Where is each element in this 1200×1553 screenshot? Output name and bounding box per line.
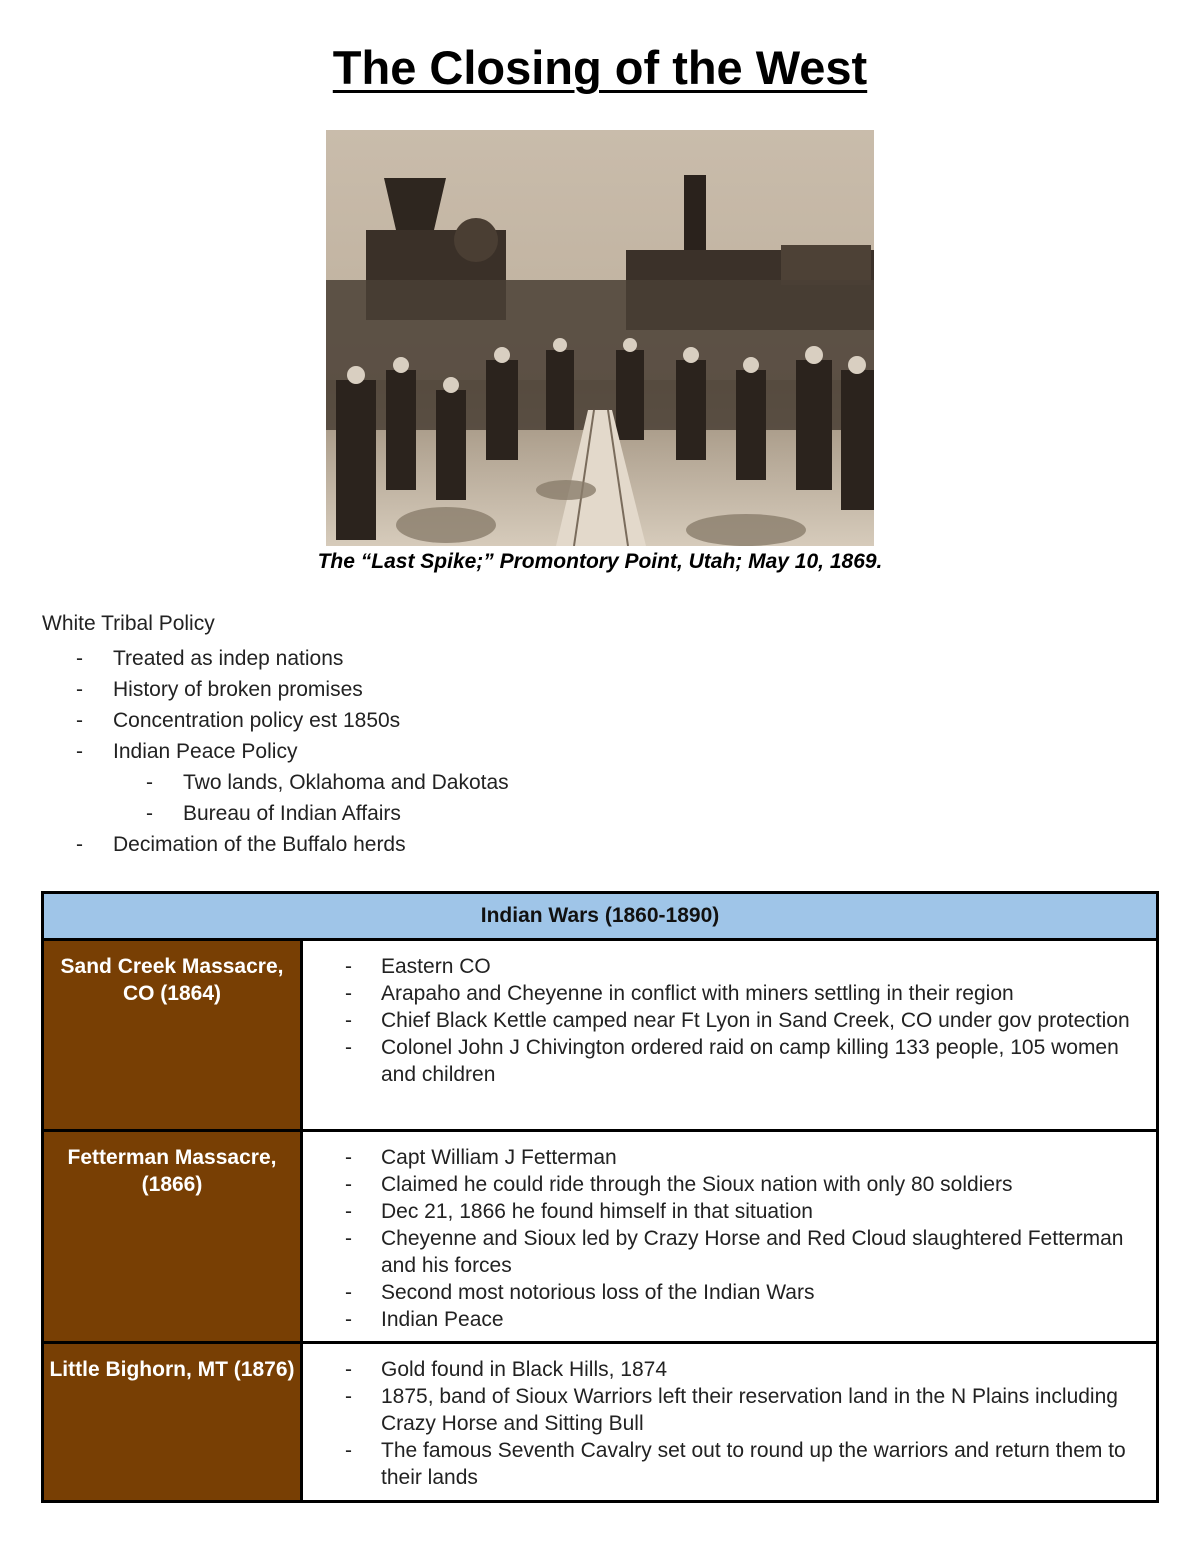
page-title: The Closing of the West	[332, 41, 868, 94]
list-item: - Cheyenne and Sioux led by Crazy Horse and Red Cloud slaughtered Fetterman and his forces	[303, 1225, 1136, 1279]
table-header: Indian Wars (1860-1890)	[43, 893, 1158, 940]
table-row	[43, 1343, 1158, 1502]
list-item: - Colonel John J Chivington ordered raid on camp killing 133 people, 105 women and children	[303, 1034, 1136, 1088]
photo-caption: The “Last Spike;” Promontory Point, Utah; May 10, 1869.	[317, 550, 883, 573]
list-item: - The famous Seventh Cavalry set out to round up the warriors and return them to their lands	[303, 1437, 1136, 1491]
list-item: - Second most notorious loss of the Indian Wars	[303, 1279, 1136, 1306]
list-item: - Two lands, Oklahoma and Dakotas	[42, 767, 509, 798]
list-item: - History of broken promises	[42, 674, 509, 705]
historical-photo	[326, 130, 874, 546]
list-item: - Dec 21, 1866 he found himself in that situation	[303, 1198, 1136, 1225]
list-item: - Claimed he could ride through the Sioux nation with only 80 soldiers	[303, 1171, 1136, 1198]
list-item: - Bureau of Indian Affairs	[42, 798, 509, 829]
list-item: - Chief Black Kettle camped near Ft Lyon in Sand Creek, CO under gov protection	[303, 1007, 1136, 1034]
indian-wars-table	[41, 891, 1159, 1503]
list-item: - Arapaho and Cheyenne in conflict with miners settling in their region	[303, 980, 1136, 1007]
list-item: - Indian Peace Policy	[42, 736, 509, 767]
list-item: - Treated as indep nations	[42, 643, 509, 674]
list-item: - Decimation of the Buffalo herds	[42, 829, 509, 860]
list-item: - 1875, band of Sioux Warriors left their reservation land in the N Plains including Crazy Horse and Sitting Bull	[303, 1383, 1136, 1437]
event-details	[302, 940, 1158, 1131]
event-name: Sand Creek Massacre, CO (1864)	[43, 940, 302, 1131]
list-item: - Gold found in Black Hills, 1874	[303, 1356, 1136, 1383]
list-item: - Capt William J Fetterman	[303, 1144, 1136, 1171]
table-header-row	[43, 893, 1158, 940]
policy-heading: White Tribal Policy	[42, 612, 215, 635]
event-name: Little Bighorn, MT (1876)	[43, 1343, 302, 1502]
list-item: - Concentration policy est 1850s	[42, 705, 509, 736]
table-row	[43, 940, 1158, 1131]
policy-list	[42, 643, 509, 860]
event-name: Fetterman Massacre, (1866)	[43, 1131, 302, 1343]
list-item: - Indian Peace	[303, 1306, 1136, 1333]
event-details	[302, 1343, 1158, 1502]
table-row	[43, 1131, 1158, 1343]
list-item: - Eastern CO	[303, 953, 1136, 980]
event-details	[302, 1131, 1158, 1343]
